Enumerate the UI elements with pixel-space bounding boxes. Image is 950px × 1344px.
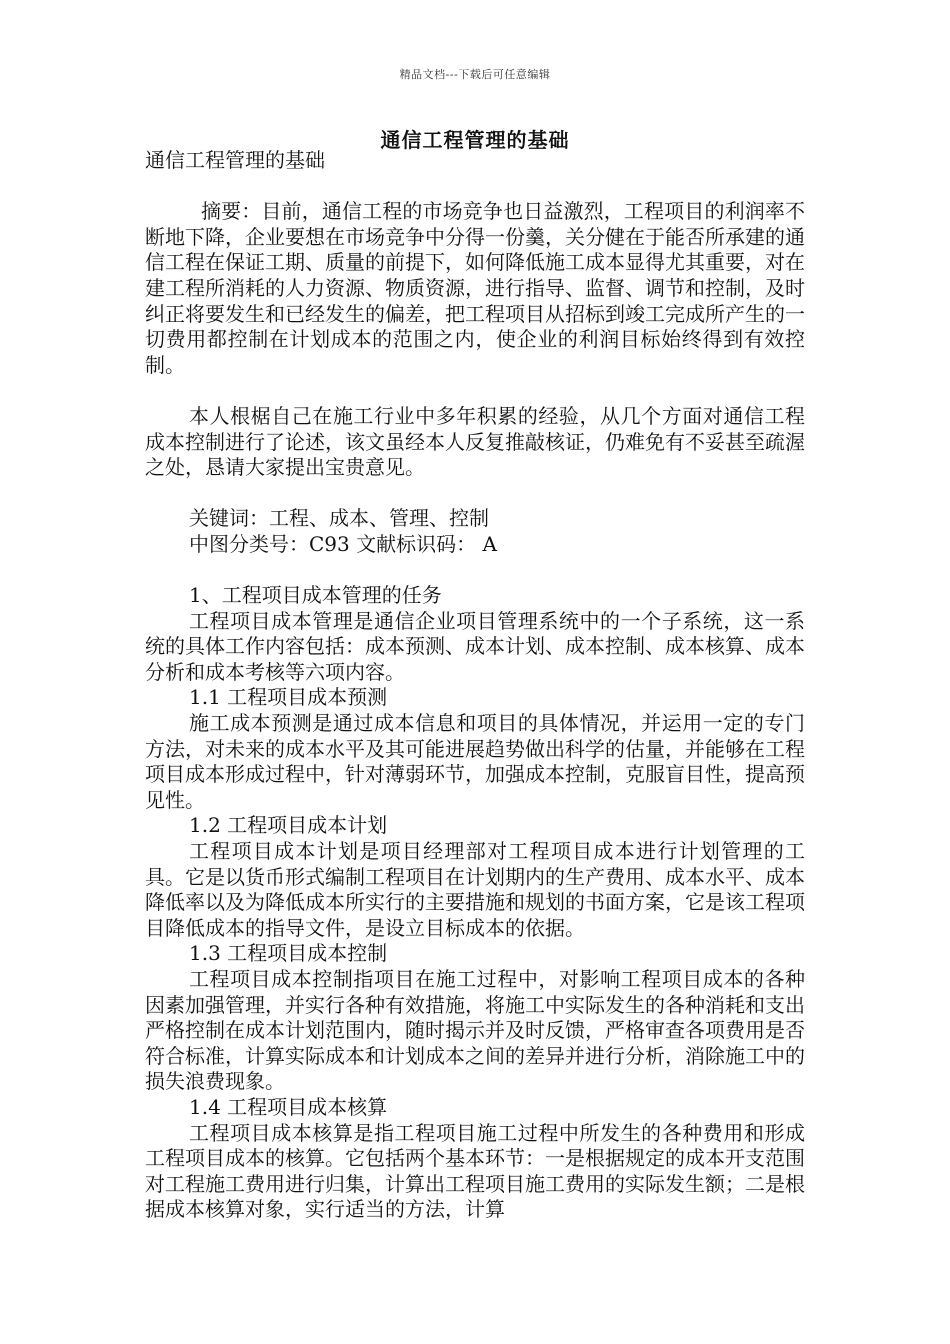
section-paragraph: 工程项目成本计划是项目经理部对工程项目成本进行计划管理的工具。它是以货币形式编制工程项目在计划期内的生产费用、成本水平、成本降低率以及为降低成本所实行的主要措施和规划的书面方案，它是该工程项目降低成本的指导文件，是设立目标成本的依据。 [145, 839, 805, 940]
section-heading: 1.2 工程项目成本计划 [189, 813, 388, 838]
abstract-paragraph: 摘要：目前，通信工程的市场竞争也日益激烈，工程项目的利润率不断地下降，企业要想在市场竞争中分得一份羹，关分健在于能否所承建的通信工程在保证工期、质量的前提下，如何降低施工成本显得尤其重要，对在建工程所消耗的人力资源、物质资源，进行指导、监督、调节和控制，及时纠正将要发生和已经发生的偏差，把工程项目从招标到竣工完成所产生的一切费用都控制在计划成本的范围之内，使企业的利润目标始终得到有效控制。 [145, 199, 805, 377]
section-paragraph: 施工成本预测是通过成本信息和项目的具体情况，并运用一定的专门方法，对未来的成本水平及其可能进展趋势做出科学的估量，并能够在工程项目成本形成过程中，针对薄弱环节，加强成本控制，克服盲目性，提高预见性。 [145, 711, 805, 812]
section-paragraph: 工程项目成本管理是通信企业项目管理系统中的一个子系统，这一系统的具体工作内容包括：成本预测、成本计划、成本控制、成本核算、成本分析和成本考核等六项内容。 [145, 608, 805, 684]
spacer [145, 378, 805, 404]
document-title: 通信工程管理的基础 [380, 128, 570, 152]
section-paragraph: 工程项目成本控制指项目在施工过程中，对影响工程项目成本的各种因素加强管理，并实行各种有效措施，将施工中实际发生的各种消耗和支出严格控制在成本计划范围内，随时揭示并及时反馈，严格审查各项费用是否符合标准，计算实际成本和计划成本之间的差异并进行分析，消除施工中的损失浪费现象。 [145, 967, 805, 1094]
section-paragraph: 工程项目成本核算是指工程项目施工过程中所发生的各种费用和形成工程项目成本的核算。它包括两个基本环节：一是根据规定的成本开支范围对工程施工费用进行归集，计算出工程项目施工费用的实际发生额；二是根据成本核算对象，实行适当的方法，计算 [145, 1120, 805, 1222]
intro-paragraph: 本人根椐自己在施工行业中多年积累的经验，从几个方面对通信工程成本控制进行了论述，该文虽经本人反复推敲核证，仍难免有不妥甚至疏渥之处，恳请大家提出宝贵意见。 [145, 403, 805, 480]
document-subtitle: 通信工程管理的基础 [145, 148, 325, 172]
section-heading: 1、工程项目成本管理的任务 [189, 583, 442, 608]
keywords-line: 关键词：工程、成本、管理、控制 [189, 506, 489, 531]
page-header-note: 精品文档---下载后可任意编辑 [399, 68, 551, 81]
spacer [145, 558, 805, 584]
section-heading: 1.3 工程项目成本控制 [189, 941, 388, 966]
spacer [145, 481, 805, 507]
spacer [145, 174, 805, 200]
section-heading: 1.1 工程项目成本预测 [189, 685, 388, 710]
classification-line: 中图分类号：C93 文献标识码： A [189, 531, 497, 556]
section-heading: 1.4 工程项目成本核算 [189, 1094, 388, 1119]
document-body [145, 148, 805, 1223]
